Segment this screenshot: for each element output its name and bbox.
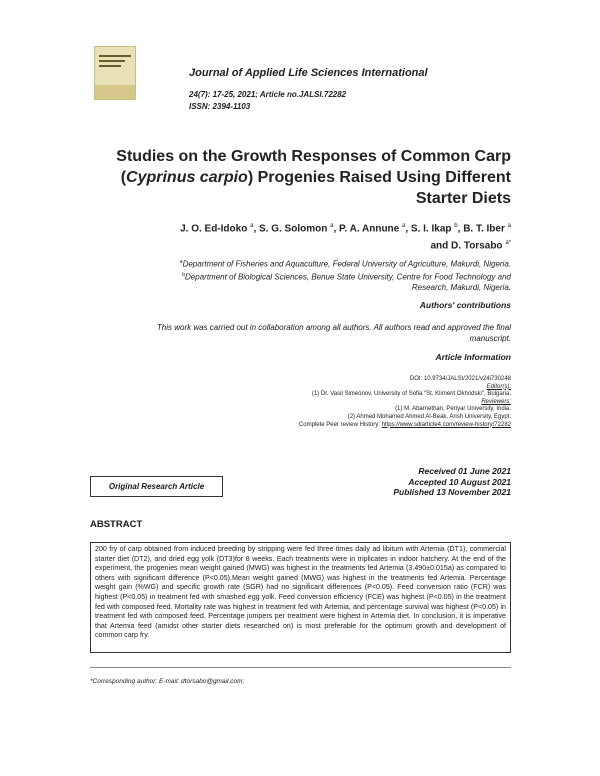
author: and D. Torsabo [430, 240, 503, 252]
author: S. G. Solomon [259, 223, 328, 235]
affiliation: $^b$Department of Biological Sciences, Benue State University, Centre for Food Technology and [182, 272, 511, 282]
title-line-2: (Cyprinus carpio) Progenies Raised Using Different [120, 169, 511, 186]
affiliation: $^a$Department of Fisheries and Aquaculture, Federal University of Agriculture, Makurdi, Nigeria. [179, 259, 511, 269]
contributions-text: This work was carried out in collaboration among all authors. All authors read and approved the final manuscript. [156, 323, 511, 343]
reviewers-label: Reviewers: [481, 398, 511, 405]
received-date: Received 01 June 2021 [418, 466, 511, 476]
author: B. T. Iber [463, 223, 505, 235]
affiliation: Research, Makurdi, Nigeria. [411, 283, 511, 293]
author: J. O. Ed-Idoko [180, 223, 248, 235]
editor-label: Editor(s): [486, 383, 511, 390]
reviewer: (2) Ahmed Mohamed Ahmed Al-Beak, Arish University, Egypt. [347, 413, 511, 420]
article-type-box: Original Research Article [90, 476, 223, 497]
editor: (1) Dr. Vasil Simeonov, University of Sofia "St. Kliment Okhridski", Bulgaria. [311, 391, 511, 398]
author-line-1: J. O. Ed-Idoko $^a$, S. G. Solomon $^a$, P. A. Annune $^a$, S. I. Ikap $^b$, B. T. Iber $^a$ [180, 223, 511, 235]
doi: DOI: 10.9734/JALSI/2021/v24i730248 [409, 376, 511, 382]
author: S. I. Ikap [410, 223, 452, 235]
article-title [90, 146, 511, 209]
author: P. A. Annune [339, 223, 400, 235]
affiliations [90, 257, 511, 294]
author-line-2: and D. Torsabo $^{a*}$ [430, 240, 511, 252]
article-info [90, 376, 511, 429]
accepted-date: Accepted 10 August 2021 [408, 476, 511, 487]
review-history-link[interactable]: https://www.sdiarticle4.com/review-history/72282 [381, 421, 511, 428]
article-dates [300, 466, 511, 498]
abstract-heading: ABSTRACT [90, 519, 143, 530]
review-history: Complete Peer review History: https://www.sdiarticle4.com/review-history/72282 [298, 421, 511, 428]
author-list [90, 219, 511, 254]
corresponding-author-footnote: *Corresponding author: E-mail: dtorsabo@gmail.com; [90, 678, 245, 685]
title-line-3: Starter Diets [415, 190, 511, 207]
issn-line: ISSN: 2394-1103 [189, 102, 251, 111]
title-line-1: Studies on the Growth Responses of Common Carp [116, 148, 511, 165]
abstract-text: 200 fry of carp obtained from induced breeding by stripping were fed three times daily ad libitum with Artemia (DT1), commercial starter diet (DT2), and dried egg yolk (DT3)for 8 weeks. Each treatments were in triplicates in indoor hatchery. At the end of the experiment, the progenies mean weight gained (MWG) was highest in the treatments fed Artemia (3.490±0.015a) as compared to others with significant difference (P<0.05).Mean weight gained (MWG) was highest in the treatments fed Artemia. Percentage weight gain (%WG) and specific growth rate (SGR) had no significant differences (P<0.05). Feed conversion ratio (FCR) was highest (P<0.05) in treatment fed with smashed egg yolk. Feed conversion efficiency (FCE) was highest (P<0.05) in the treatment fed with composed feed. Mortality rate was highest in treatment fed with Artemia, and percentage survival was highest (P<0.05) in treatment fed with composed feed. Percentage jumpers per treatment were highest in Artemia diet. In conclusion, it is imperative that Artemia feed (amidst other starter diets researched on) is most preferable for the optimum growth and development of common carp fry. [90, 542, 511, 653]
contributions-heading: Authors' contributions [419, 300, 511, 310]
published-date: Published 13 November 2021 [393, 487, 511, 497]
article-info-heading: Article Information [435, 352, 511, 362]
species-name: Cyprinus carpio [126, 169, 248, 186]
journal-name: Journal of Applied Life Sciences International [189, 67, 428, 79]
footnote-divider [90, 667, 511, 668]
journal-cover-image [94, 46, 136, 100]
reviewer: (1) M. Abarnethan, Periyar University, India. [395, 406, 511, 413]
volume-line: 24(7): 17-25, 2021; Article no.JALSI.72282 [189, 90, 347, 99]
